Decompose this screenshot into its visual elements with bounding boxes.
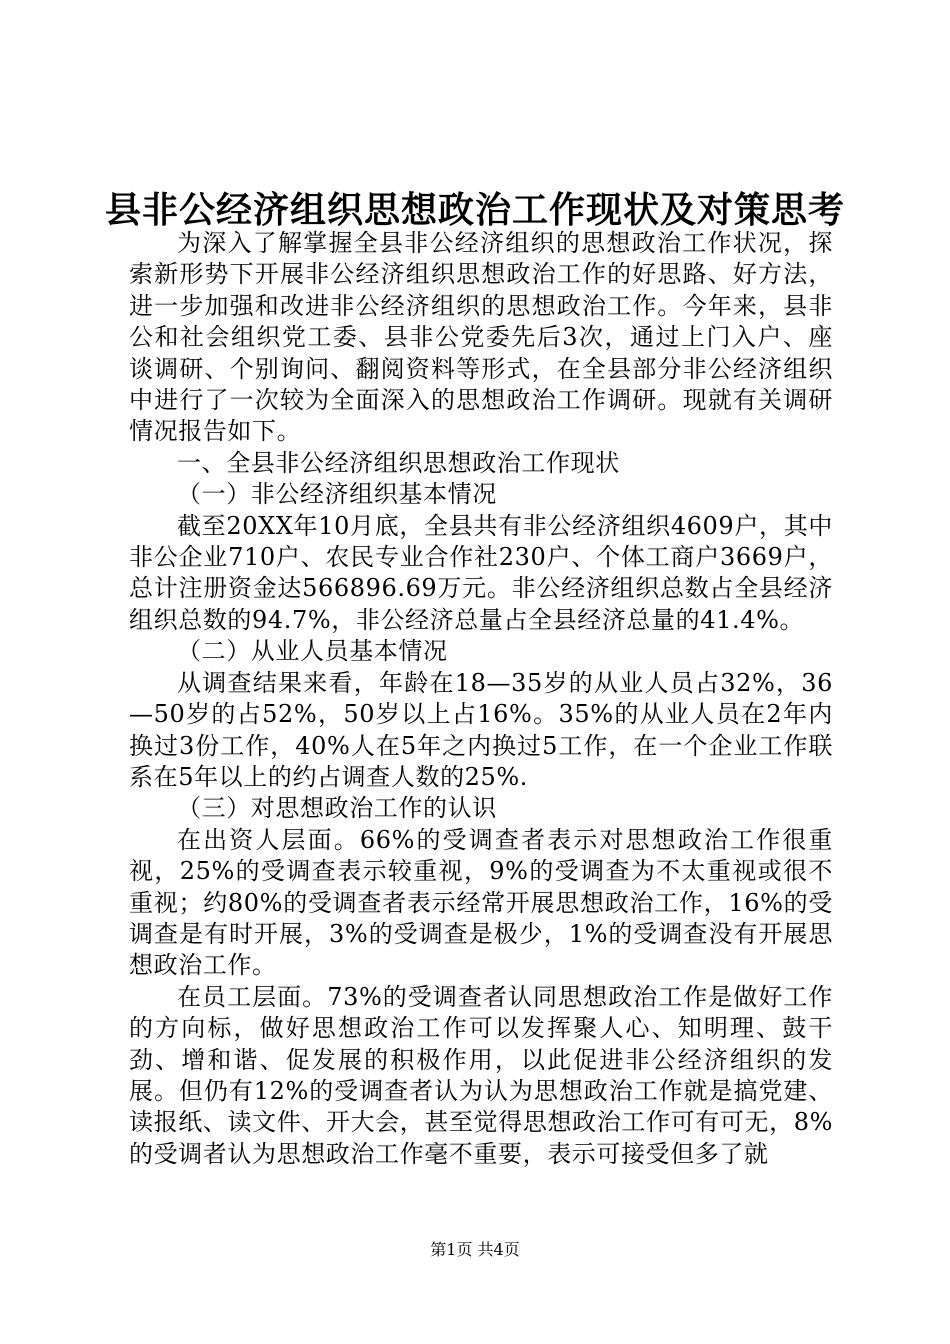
page-number-footer: 第1页 共4页 xyxy=(430,1240,520,1259)
body-paragraph-employees: 从调查结果来看，年龄在18—35岁的从业人员占32%，36—50岁的占52%，50岁以上占16%。35%的从业人员在2年内换过3份工作，40%人在5年之内换过5工作，在一个企业工作联系在5年以上的约占调查人数的25%. xyxy=(129,668,833,791)
intro-paragraph: 为深入了解掌握全县非公经济组织的思想政治工作状况，探索新形势下开展非公经济组织思想政治工作的好思路、好方法，进一步加强和改进非公经济组织的思想政治工作。今年来，县非公和社会组织党工委、县非公党委先后3次，通过上门入户、座谈调研、个别询问、翻阅资料等形式，在全县部分非公经济组织中进行了一次较为全面深入的思想政治工作调研。现就有关调研情况报告如下。 xyxy=(129,229,833,446)
subsection-heading-1: （一）非公经济组织基本情况 xyxy=(177,480,497,509)
document-title: 县非公经济组织思想政治工作现状及对策思考 xyxy=(104,189,845,231)
body-paragraph-basic-info: 截至20XX年10月底，全县共有非公经济组织4609户，其中非公企业710户、农民专业合作社230户、个体工商户3669户，总计注册资金达566896.69万元。非公经济组织总数占全县经济组织总数的94.7%，非公经济总量占全县经济总量的41.4%。 xyxy=(129,511,833,634)
subsection-heading-3: （三）对思想政治工作的认识 xyxy=(177,794,497,823)
body-paragraph-staff: 在员工层面。73%的受调查者认同思想政治工作是做好工作的方向标，做好思想政治工作可以发挥聚人心、知明理、鼓干劲、增和谐、促发展的积极作用，以此促进非公经济组织的发展。但仍有12%的受调查者认为认为思想政治工作就是搞党建、读报纸、读文件、开大会，甚至觉得思想政治工作可有可无，8%的受调者认为思想政治工作毫不重要，表示可接受但多了就 xyxy=(129,982,833,1168)
document-body xyxy=(129,228,833,1170)
body-paragraph-investors: 在出资人层面。66%的受调查者表示对思想政治工作很重视，25%的受调查表示较重视，9%的受调查为不太重视或很不重视；约80%的受调查者表示经常开展思想政治工作，16%的受调查是有时开展，3%的受调查是极少，1%的受调查没有开展思想政治工作。 xyxy=(129,825,833,980)
section-heading-1: 一、全县非公经济组织思想政治工作现状 xyxy=(177,448,620,477)
subsection-heading-2: （二）从业人员基本情况 xyxy=(177,637,448,666)
